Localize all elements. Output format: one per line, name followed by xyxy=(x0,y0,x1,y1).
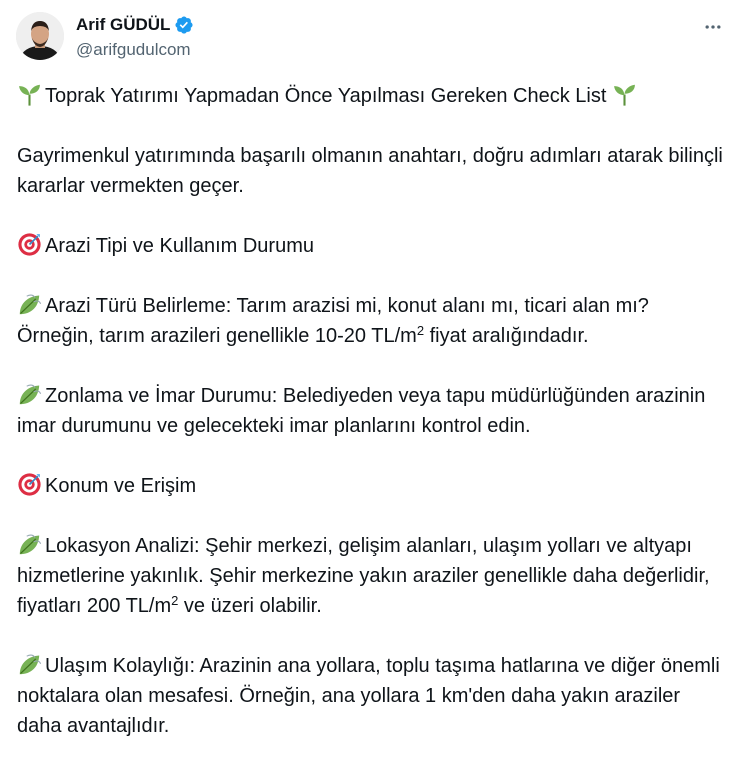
item2-text: Zonlama ve İmar Durumu: Belediyeden veya tapu müdürlüğünden arazinin imar durumunu ve gelecekteki imar planlarını kontrol edin. xyxy=(17,385,706,437)
item3-superscript: 2 xyxy=(171,593,179,608)
section1-heading-text: Arazi Tipi ve Kullanım Durumu xyxy=(45,235,314,257)
seedling-icon xyxy=(612,82,637,107)
display-name[interactable]: Arif GÜDÜL xyxy=(76,15,171,34)
leaf-wind-icon xyxy=(17,292,42,317)
seedling-icon xyxy=(17,82,42,107)
leaf-wind-icon xyxy=(17,382,42,407)
list-item xyxy=(17,291,729,351)
item1-superscript: 2 xyxy=(416,323,425,338)
verified-badge-icon xyxy=(174,15,194,35)
section2-heading-text: Konum ve Erişim xyxy=(45,475,197,497)
item4-text: Ulaşım Kolaylığı: Arazinin ana yollara, toplu taşıma hatlarına ve diğer önemli noktalara olan mesafesi. Örneğin, ana yollara 1 km'den daha yakın araziler daha avantajlıdır. xyxy=(17,655,720,737)
post-header xyxy=(16,12,726,64)
list-item xyxy=(17,651,729,741)
intro-paragraph: Gayrimenkul yatırımında başarılı olmanın anahtarı, doğru adımları atarak bilinçli kararlar vermekten geçer. xyxy=(17,145,723,197)
item3-tail: ve üzeri olabilir. xyxy=(178,595,322,617)
leaf-wind-icon xyxy=(17,532,42,557)
user-handle[interactable]: @arifgudulcom xyxy=(76,40,191,59)
section-heading-land-type xyxy=(17,231,729,261)
target-icon xyxy=(17,472,42,497)
section-heading-location xyxy=(17,471,729,501)
post-body xyxy=(17,81,729,771)
profile-photo-icon xyxy=(16,12,64,60)
list-item xyxy=(17,531,729,621)
item1-text: Arazi Türü Belirleme: Tarım arazisi mi, konut alanı mı, ticari alan mı? Örneğin, tarım arazileri genellikle 10-20 TL/m xyxy=(17,295,649,347)
target-icon xyxy=(17,232,42,257)
post-title xyxy=(17,81,729,111)
item1-tail: fiyat aralığındadır. xyxy=(424,325,589,347)
name-row xyxy=(76,15,194,35)
leaf-wind-icon xyxy=(17,652,42,677)
more-horizontal-icon xyxy=(703,17,723,37)
title-text: Toprak Yatırımı Yapmadan Önce Yapılması Gereken Check List xyxy=(45,85,607,107)
item3-text: Lokasyon Analizi: Şehir merkezi, gelişim alanları, ulaşım yolları ve altyapı hizmetlerine yakınlık. Şehir merkezine yakın araziler genellikle daha değerlidir, fiyatları 200 TL/m xyxy=(17,535,710,617)
list-item xyxy=(17,381,729,441)
avatar[interactable] xyxy=(16,12,64,60)
more-options-button[interactable] xyxy=(700,14,726,40)
